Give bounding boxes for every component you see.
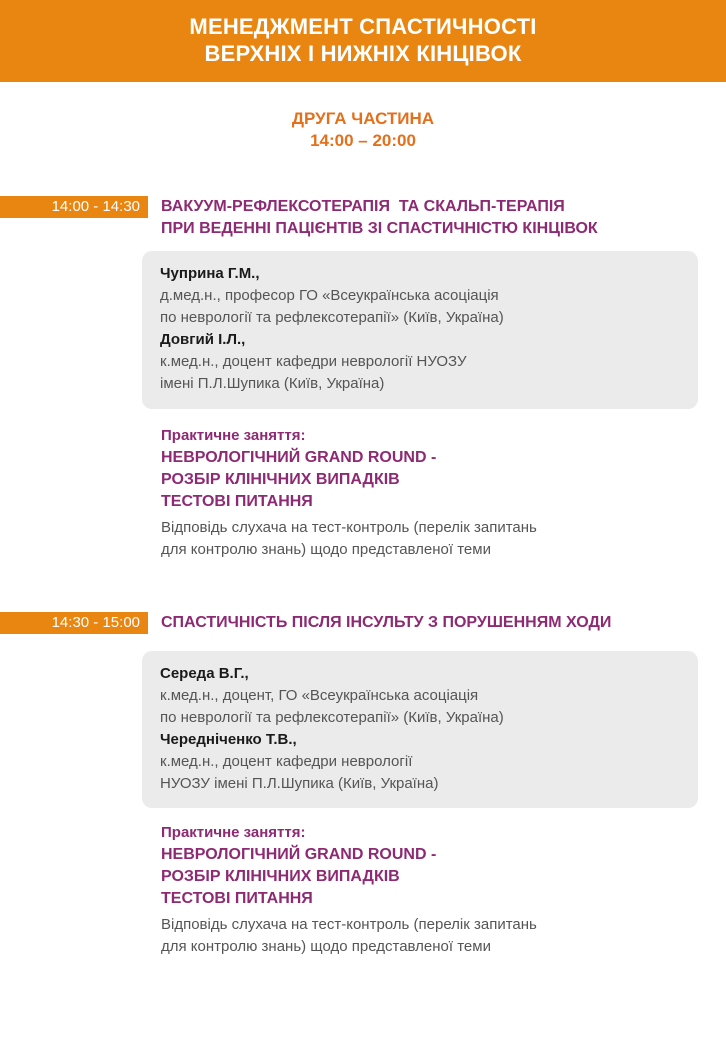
practice-line3: ТЕСТОВІ ПИТАННЯ xyxy=(161,890,313,907)
practice-line1: НЕВРОЛОГІЧНИЙ GRAND ROUND - xyxy=(161,846,437,863)
note-block xyxy=(161,517,537,561)
session-time-tab: 14:00 - 14:30 xyxy=(0,196,148,218)
header-banner xyxy=(0,0,726,82)
session-title-line2: ПРИ ВЕДЕННІ ПАЦІЄНТІВ ЗІ СПАСТИЧНІСТЮ КІНЦІВОК xyxy=(161,220,598,237)
practice-label: Практичне заняття: xyxy=(161,824,306,841)
session-title-line1: ВАКУУМ-РЕФЛЕКСОТЕРАПІЯ ТА СКАЛЬП-ТЕРАПІЯ xyxy=(161,198,565,215)
speaker-desc-line2: по неврології та рефлексотерапії» (Київ, Україна) xyxy=(160,309,504,326)
note-line1: Відповідь слухача на тест-контроль (перелік запитань xyxy=(161,519,537,536)
practice-block xyxy=(161,822,436,910)
part-time: 14:00 – 20:00 xyxy=(310,131,416,150)
session-title xyxy=(161,196,598,240)
speaker-name: Довгий І.Л., xyxy=(160,331,246,348)
practice-line1: НЕВРОЛОГІЧНИЙ GRAND ROUND - xyxy=(161,449,437,466)
note-block xyxy=(161,914,537,958)
note-line1: Відповідь слухача на тест-контроль (перелік запитань xyxy=(161,916,537,933)
speaker-desc-line1: д.мед.н., професор ГО «Всеукраїнська асоціація xyxy=(160,287,499,304)
speaker-name: Середа В.Г., xyxy=(160,665,249,682)
practice-line2: РОЗБІР КЛІНІЧНИХ ВИПАДКІВ xyxy=(161,471,400,488)
practice-block xyxy=(161,425,436,513)
session-time-tab: 14:30 - 15:00 xyxy=(0,612,148,634)
speaker-name: Чуприна Г.М., xyxy=(160,265,260,282)
note-line2: для контролю знань) щодо представленої теми xyxy=(161,938,491,955)
speaker-desc-line2: НУОЗУ імені П.Л.Шупика (Київ, Україна) xyxy=(160,775,439,792)
speaker-desc-line1: к.мед.н., доцент, ГО «Всеукраїнська асоціація xyxy=(160,687,479,704)
speaker-desc-line2: імені П.Л.Шупика (Київ, Україна) xyxy=(160,375,385,392)
speaker-desc-line1: к.мед.н., доцент кафедри неврології xyxy=(160,753,413,770)
speakers-card xyxy=(142,651,698,808)
header-title-line2: ВЕРХНІХ І НИЖНІХ КІНЦІВОК xyxy=(204,41,522,66)
practice-line3: ТЕСТОВІ ПИТАННЯ xyxy=(161,493,313,510)
session-title-line1: СПАСТИЧНІСТЬ ПІСЛЯ ІНСУЛЬТУ З ПОРУШЕННЯМ ХОДИ xyxy=(161,614,612,631)
note-line2: для контролю знань) щодо представленої теми xyxy=(161,541,491,558)
practice-label: Практичне заняття: xyxy=(161,427,306,444)
header-title-line1: МЕНЕДЖМЕНТ СПАСТИЧНОСТІ xyxy=(189,14,537,39)
speaker-name: Чередніченко Т.В., xyxy=(160,731,297,748)
speakers-card xyxy=(142,251,698,409)
practice-line2: РОЗБІР КЛІНІЧНИХ ВИПАДКІВ xyxy=(161,868,400,885)
session-title xyxy=(161,612,611,634)
part-label: ДРУГА ЧАСТИНА xyxy=(291,109,435,128)
speaker-desc-line1: к.мед.н., доцент кафедри неврології НУОЗУ xyxy=(160,353,467,370)
speaker-desc-line2: по неврології та рефлексотерапії» (Київ, Україна) xyxy=(160,709,504,726)
